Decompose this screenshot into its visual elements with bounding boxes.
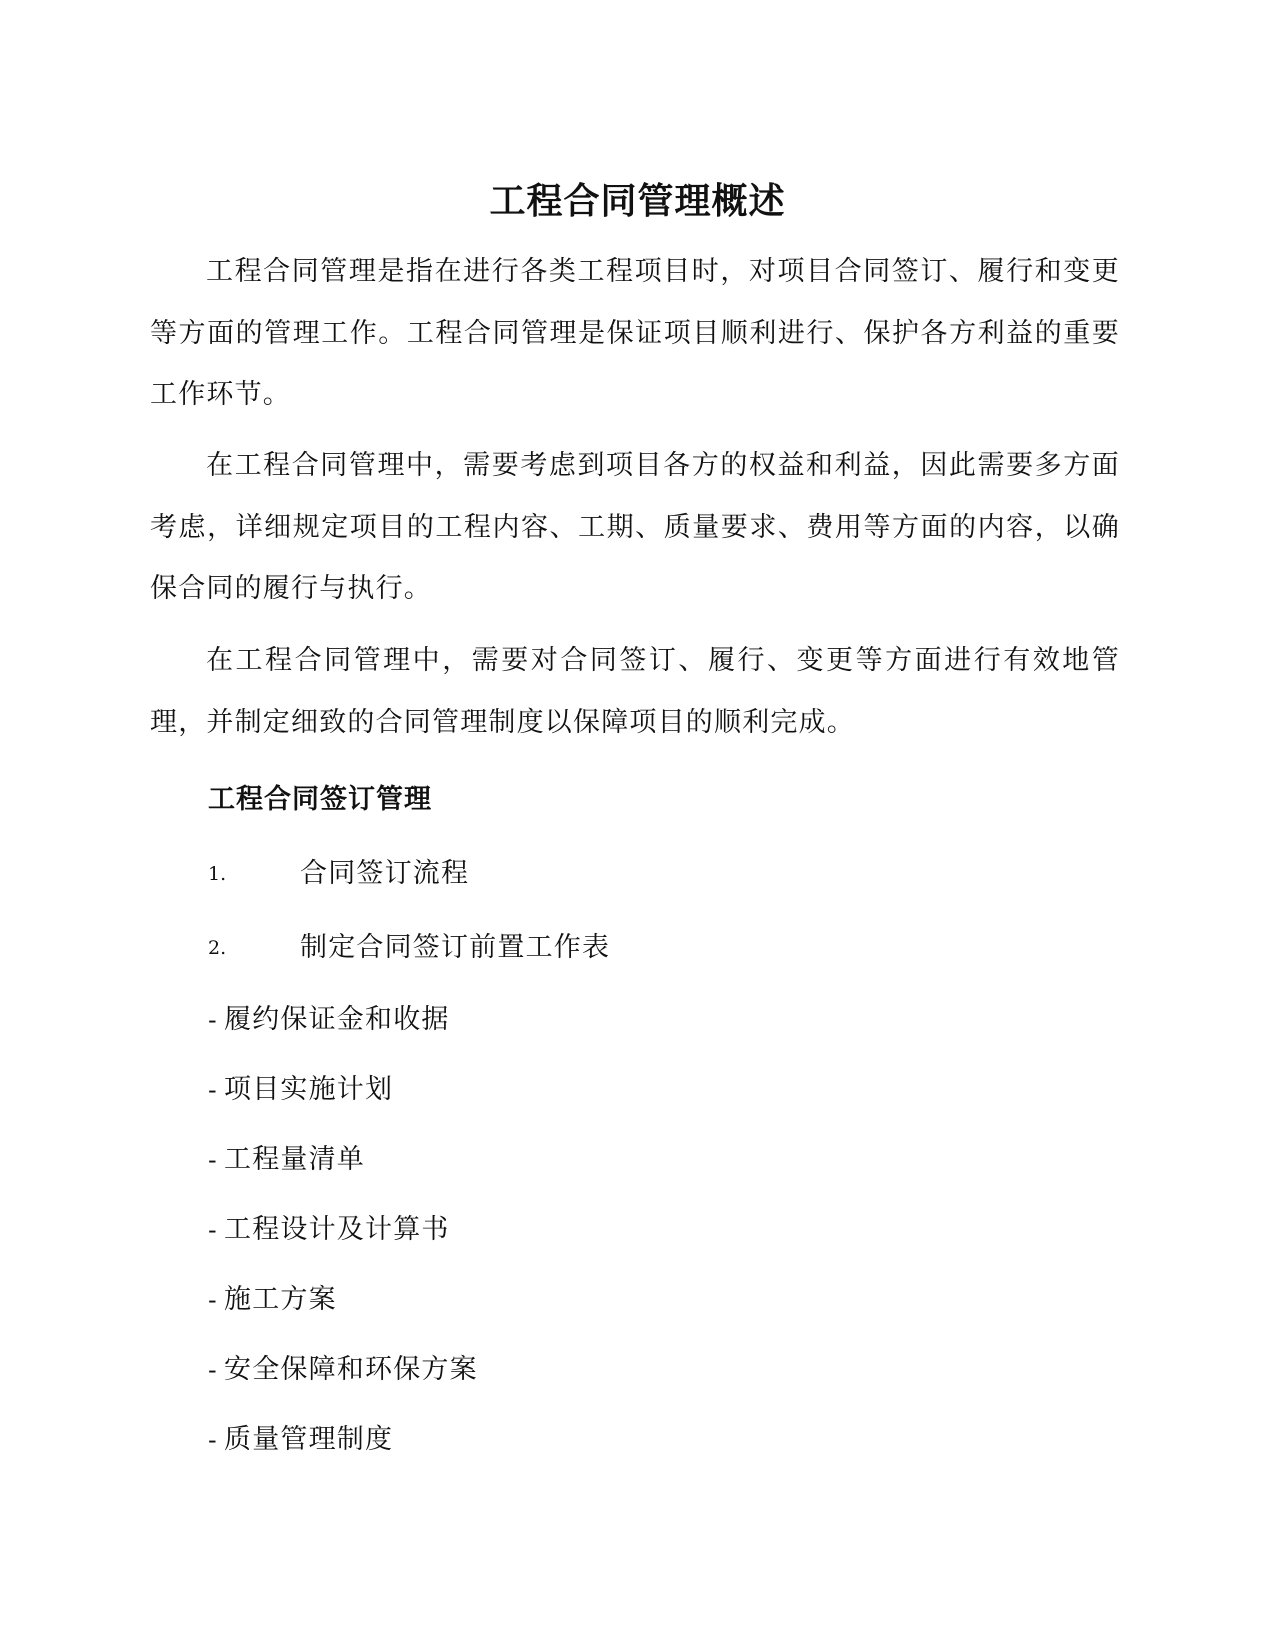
list-item-text: 工程量清单	[224, 1144, 365, 1175]
dash-marker: -	[208, 1216, 217, 1244]
list-item-text: 安全保障和环保方案	[224, 1354, 478, 1385]
dash-marker: -	[208, 1146, 217, 1174]
list-item	[208, 996, 450, 1044]
intro-paragraph: 工程合同管理是指在进行各类工程项目时，对项目合同签订、履行和变更等方面的管理工作。工程合同管理是保证项目顺利进行、保护各方利益的重要工作环节。	[150, 256, 1120, 410]
list-item-text: 工程设计及计算书	[224, 1214, 450, 1245]
dash-marker: -	[208, 1426, 217, 1454]
management-paragraph: 在工程合同管理中，需要对合同签订、履行、变更等方面进行有效地管理，并制定细致的合同管理制度以保障项目的顺利完成。	[150, 645, 1120, 738]
list-item-text: 质量管理制度	[224, 1424, 394, 1455]
section-heading: 工程合同签订管理	[208, 784, 432, 815]
list-item	[208, 1136, 365, 1184]
item-text: 合同签订流程	[300, 858, 470, 889]
considerations-paragraph: 在工程合同管理中，需要考虑到项目各方的权益和利益，因此需要多方面考虑，详细规定项目的工程内容、工期、质量要求、费用等方面的内容，以确保合同的履行与执行。	[150, 450, 1120, 604]
dash-marker: -	[208, 1006, 217, 1034]
dash-marker: -	[208, 1356, 217, 1384]
document-title: 工程合同管理概述	[489, 181, 786, 222]
list-item-text: 施工方案	[224, 1284, 337, 1315]
list-item	[208, 1346, 478, 1394]
item-number: 2.	[208, 937, 227, 959]
item-number: 1.	[208, 863, 227, 885]
item-text: 制定合同签订前置工作表	[300, 932, 611, 963]
list-item-text: 履约保证金和收据	[224, 1004, 450, 1035]
list-item	[208, 1066, 393, 1114]
list-item-text: 项目实施计划	[224, 1074, 394, 1105]
list-item	[208, 1276, 337, 1324]
list-item	[208, 1416, 393, 1464]
list-item	[208, 1206, 450, 1254]
dash-marker: -	[208, 1076, 217, 1104]
dash-marker: -	[208, 1286, 217, 1314]
